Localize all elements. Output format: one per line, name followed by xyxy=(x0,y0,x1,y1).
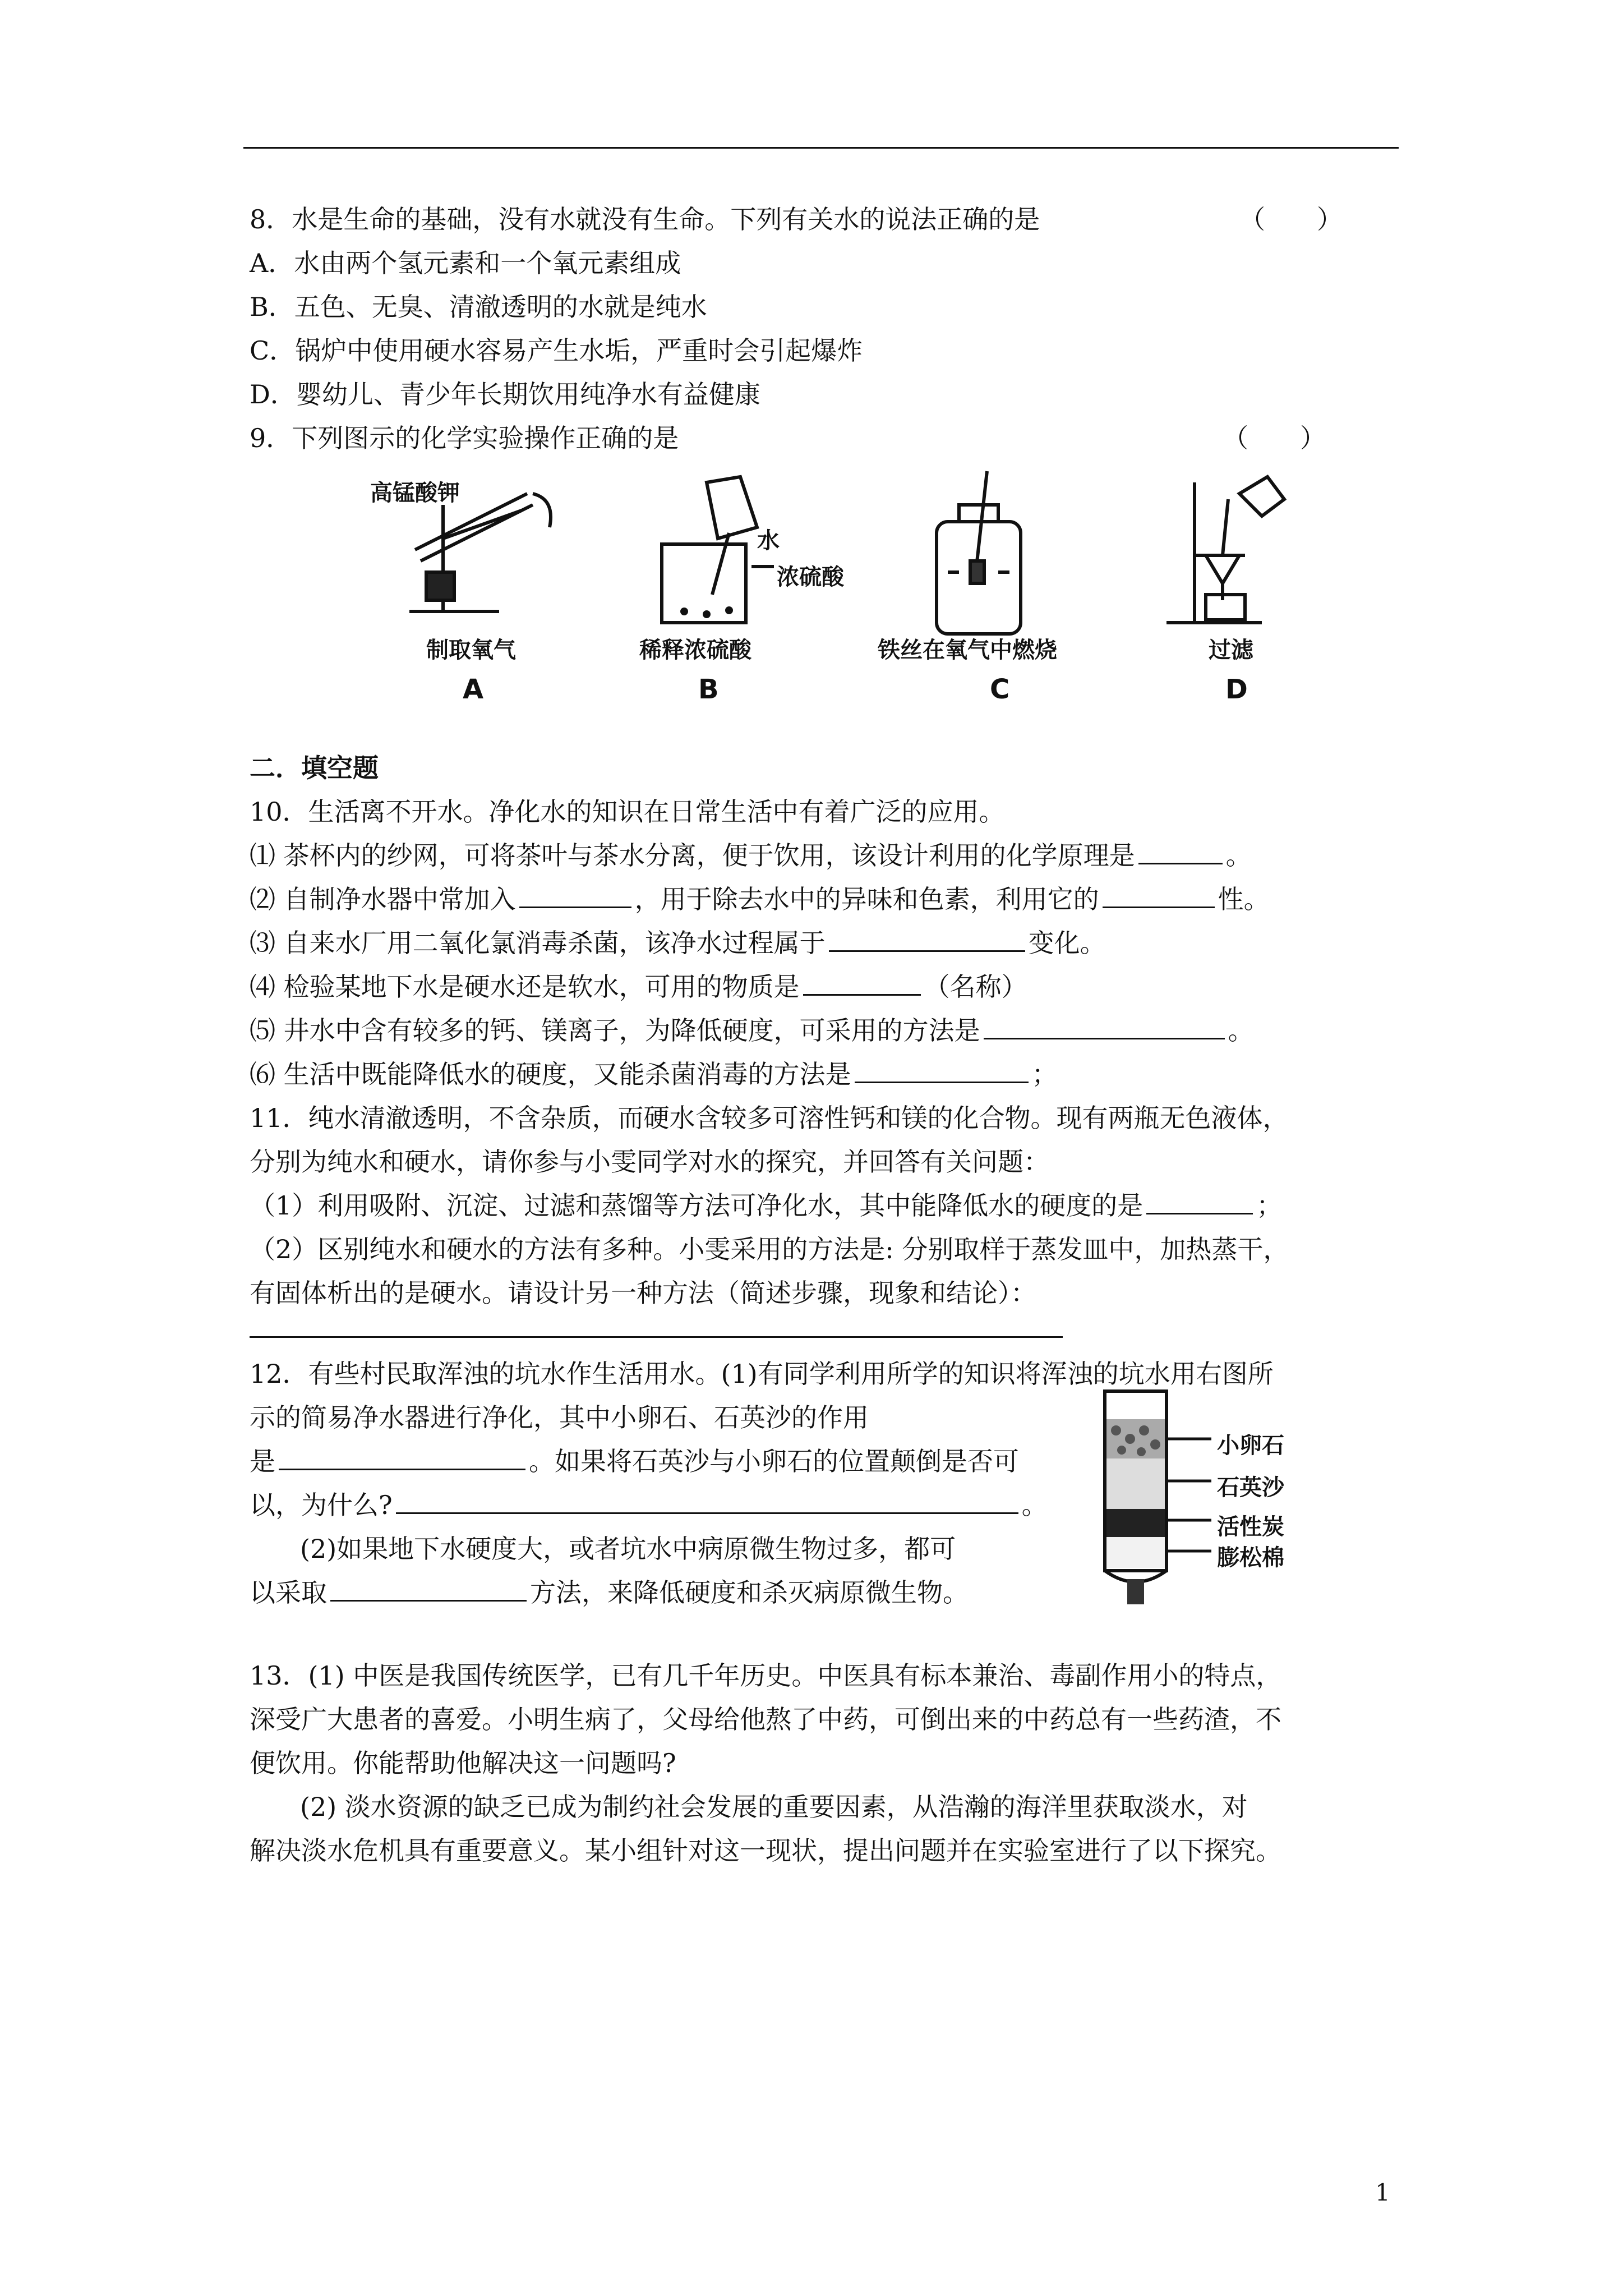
answer-blank[interactable] xyxy=(803,970,921,996)
q9-figure xyxy=(370,460,1335,707)
q8-option-b: B．五色、无臭、清澈透明的水就是纯水 xyxy=(250,292,707,322)
answer-blank[interactable] xyxy=(855,1058,1029,1083)
label-pebbles: 小卵石 xyxy=(1217,1433,1284,1458)
letter-c: C xyxy=(990,674,1010,705)
letter-d: D xyxy=(1225,674,1248,705)
answer-blank[interactable] xyxy=(1138,839,1223,864)
q12-line2: 示的简易净水器进行净化，其中小卵石、石英沙的作用 xyxy=(250,1402,869,1433)
q10-part4: ⑷ 检验某地下水是硬水还是软水，可用的物质是 （名称） xyxy=(250,972,1027,1002)
label-activated-carbon: 活性炭 xyxy=(1217,1514,1284,1540)
q12-line5: (2)如果地下水硬度大，或者坑水中病原微生物过多，都可 xyxy=(300,1534,956,1564)
q13-line5: 解决淡水危机具有重要意义。某小组针对这一现状，提出问题并在实验室进行了以下探究。 xyxy=(250,1835,1281,1866)
answer-blank[interactable] xyxy=(1146,1189,1253,1214)
q9-stem: 9．下列图示的化学实验操作正确的是 xyxy=(250,423,679,453)
answer-blank[interactable] xyxy=(519,883,631,908)
answer-blank[interactable] xyxy=(330,1576,527,1602)
q8-option-c: C．锅炉中使用硬水容易产生水垢，严重时会引起爆炸 xyxy=(250,335,863,366)
q11-line2: 分别为纯水和硬水，请你参与小雯同学对水的探究，并回答有关问题： xyxy=(250,1147,1049,1177)
letter-b: B xyxy=(698,674,719,705)
q12-line4: 以，为什么? 。 xyxy=(250,1490,1048,1520)
caption-c: 铁丝在氧气中燃烧 xyxy=(878,637,1057,663)
label-water: 水 xyxy=(757,528,780,554)
answer-blank[interactable] xyxy=(829,927,1025,952)
water-filter-figure xyxy=(1099,1386,1357,1627)
answer-line[interactable] xyxy=(250,1336,1063,1338)
q10-part2: ⑵ 自制净水器中常加入 ，用于除去水中的异味和色素，利用它的 性。 xyxy=(250,884,1270,914)
header-rule xyxy=(243,147,1399,149)
q11-part1: （1）利用吸附、沉淀、过滤和蒸馏等方法可净化水，其中能降低水的硬度的是 ； xyxy=(250,1190,1283,1221)
caption-a: 制取氧气 xyxy=(426,637,516,663)
q12-line3: 是 。如果将石英沙与小卵石的位置颠倒是否可 xyxy=(250,1446,1019,1476)
label-cotton: 膨松棉 xyxy=(1217,1545,1284,1571)
q13-line3: 便饮用。你能帮助他解决这一问题吗? xyxy=(250,1748,676,1778)
answer-blank[interactable] xyxy=(396,1489,1018,1514)
q11-line5: 有固体析出的是硬水。请设计另一种方法（简述步骤，现象和结论）： xyxy=(250,1278,1036,1308)
q8-answer-paren: （ ） xyxy=(1239,204,1343,234)
q8-option-d: D．婴幼儿、青少年长期饮用纯净水有益健康 xyxy=(250,379,760,409)
caption-b: 稀释浓硫酸 xyxy=(639,637,751,663)
q8-option-a: A．水由两个氢元素和一个氧元素组成 xyxy=(250,248,681,278)
caption-d: 过滤 xyxy=(1209,637,1253,663)
q13-line4: (2) 淡水资源的缺乏已成为制约社会发展的重要因素，从浩瀚的海洋里获取淡水，对 xyxy=(300,1792,1248,1822)
q11-line1: 11．纯水清澈透明，不含杂质，而硬水含较多可溶性钙和镁的化合物。现有两瓶无色液体， xyxy=(250,1103,1289,1133)
q10-part5: ⑸ 井水中含有较多的钙、镁离子，为降低硬度，可采用的方法是 。 xyxy=(250,1015,1254,1046)
answer-blank[interactable] xyxy=(279,1445,525,1470)
section-title: 二．填空题 xyxy=(250,753,379,783)
q12-line1: 12．有些村民取浑浊的坑水作生活用水。(1)有同学利用所学的知识将浑浊的坑水用右图所 xyxy=(250,1359,1274,1389)
q13-line2: 深受广大患者的喜爱。小明生病了，父母给他熬了中药，可倒出来的中药总有一些药渣，不 xyxy=(250,1704,1281,1734)
page-number: 1 xyxy=(1375,2179,1390,2206)
q9-answer-paren: （ ） xyxy=(1223,423,1326,453)
label-conc-sulfuric-acid: 浓硫酸 xyxy=(777,564,844,590)
q10-part1: ⑴ 茶杯内的纱网，可将茶叶与茶水分离，便于饮用，该设计利用的化学原理是 。 xyxy=(250,840,1252,871)
q11-part2: （2）区别纯水和硬水的方法有多种。小雯采用的方法是: 分别取样于蒸发皿中，加热蒸干， xyxy=(250,1234,1289,1264)
label-quartz-sand: 石英沙 xyxy=(1217,1475,1284,1501)
q8-stem: 8．水是生命的基础，没有水就没有生命。下列有关水的说法正确的是 xyxy=(250,204,1040,234)
q10-part3: ⑶ 自来水厂用二氧化氯消毒杀菌，该净水过程属于 变化。 xyxy=(250,928,1106,958)
label-potassium-permanganate: 高锰酸钾 xyxy=(370,480,460,506)
q10-stem: 10．生活离不开水。净化水的知识在日常生活中有着广泛的应用。 xyxy=(250,797,1005,827)
answer-blank[interactable] xyxy=(984,1014,1225,1039)
q13-line1: 13．(1) 中医是我国传统医学，已有几千年历史。中医具有标本兼治、毒副作用小的特点， xyxy=(250,1660,1282,1691)
answer-blank[interactable] xyxy=(1103,883,1215,908)
letter-a: A xyxy=(463,674,484,705)
q10-part6: ⑹ 生活中既能降低水的硬度，又能杀菌消毒的方法是 ； xyxy=(250,1059,1058,1089)
q12-line6: 以采取 方法，来降低硬度和杀灭病原微生物。 xyxy=(250,1577,969,1608)
